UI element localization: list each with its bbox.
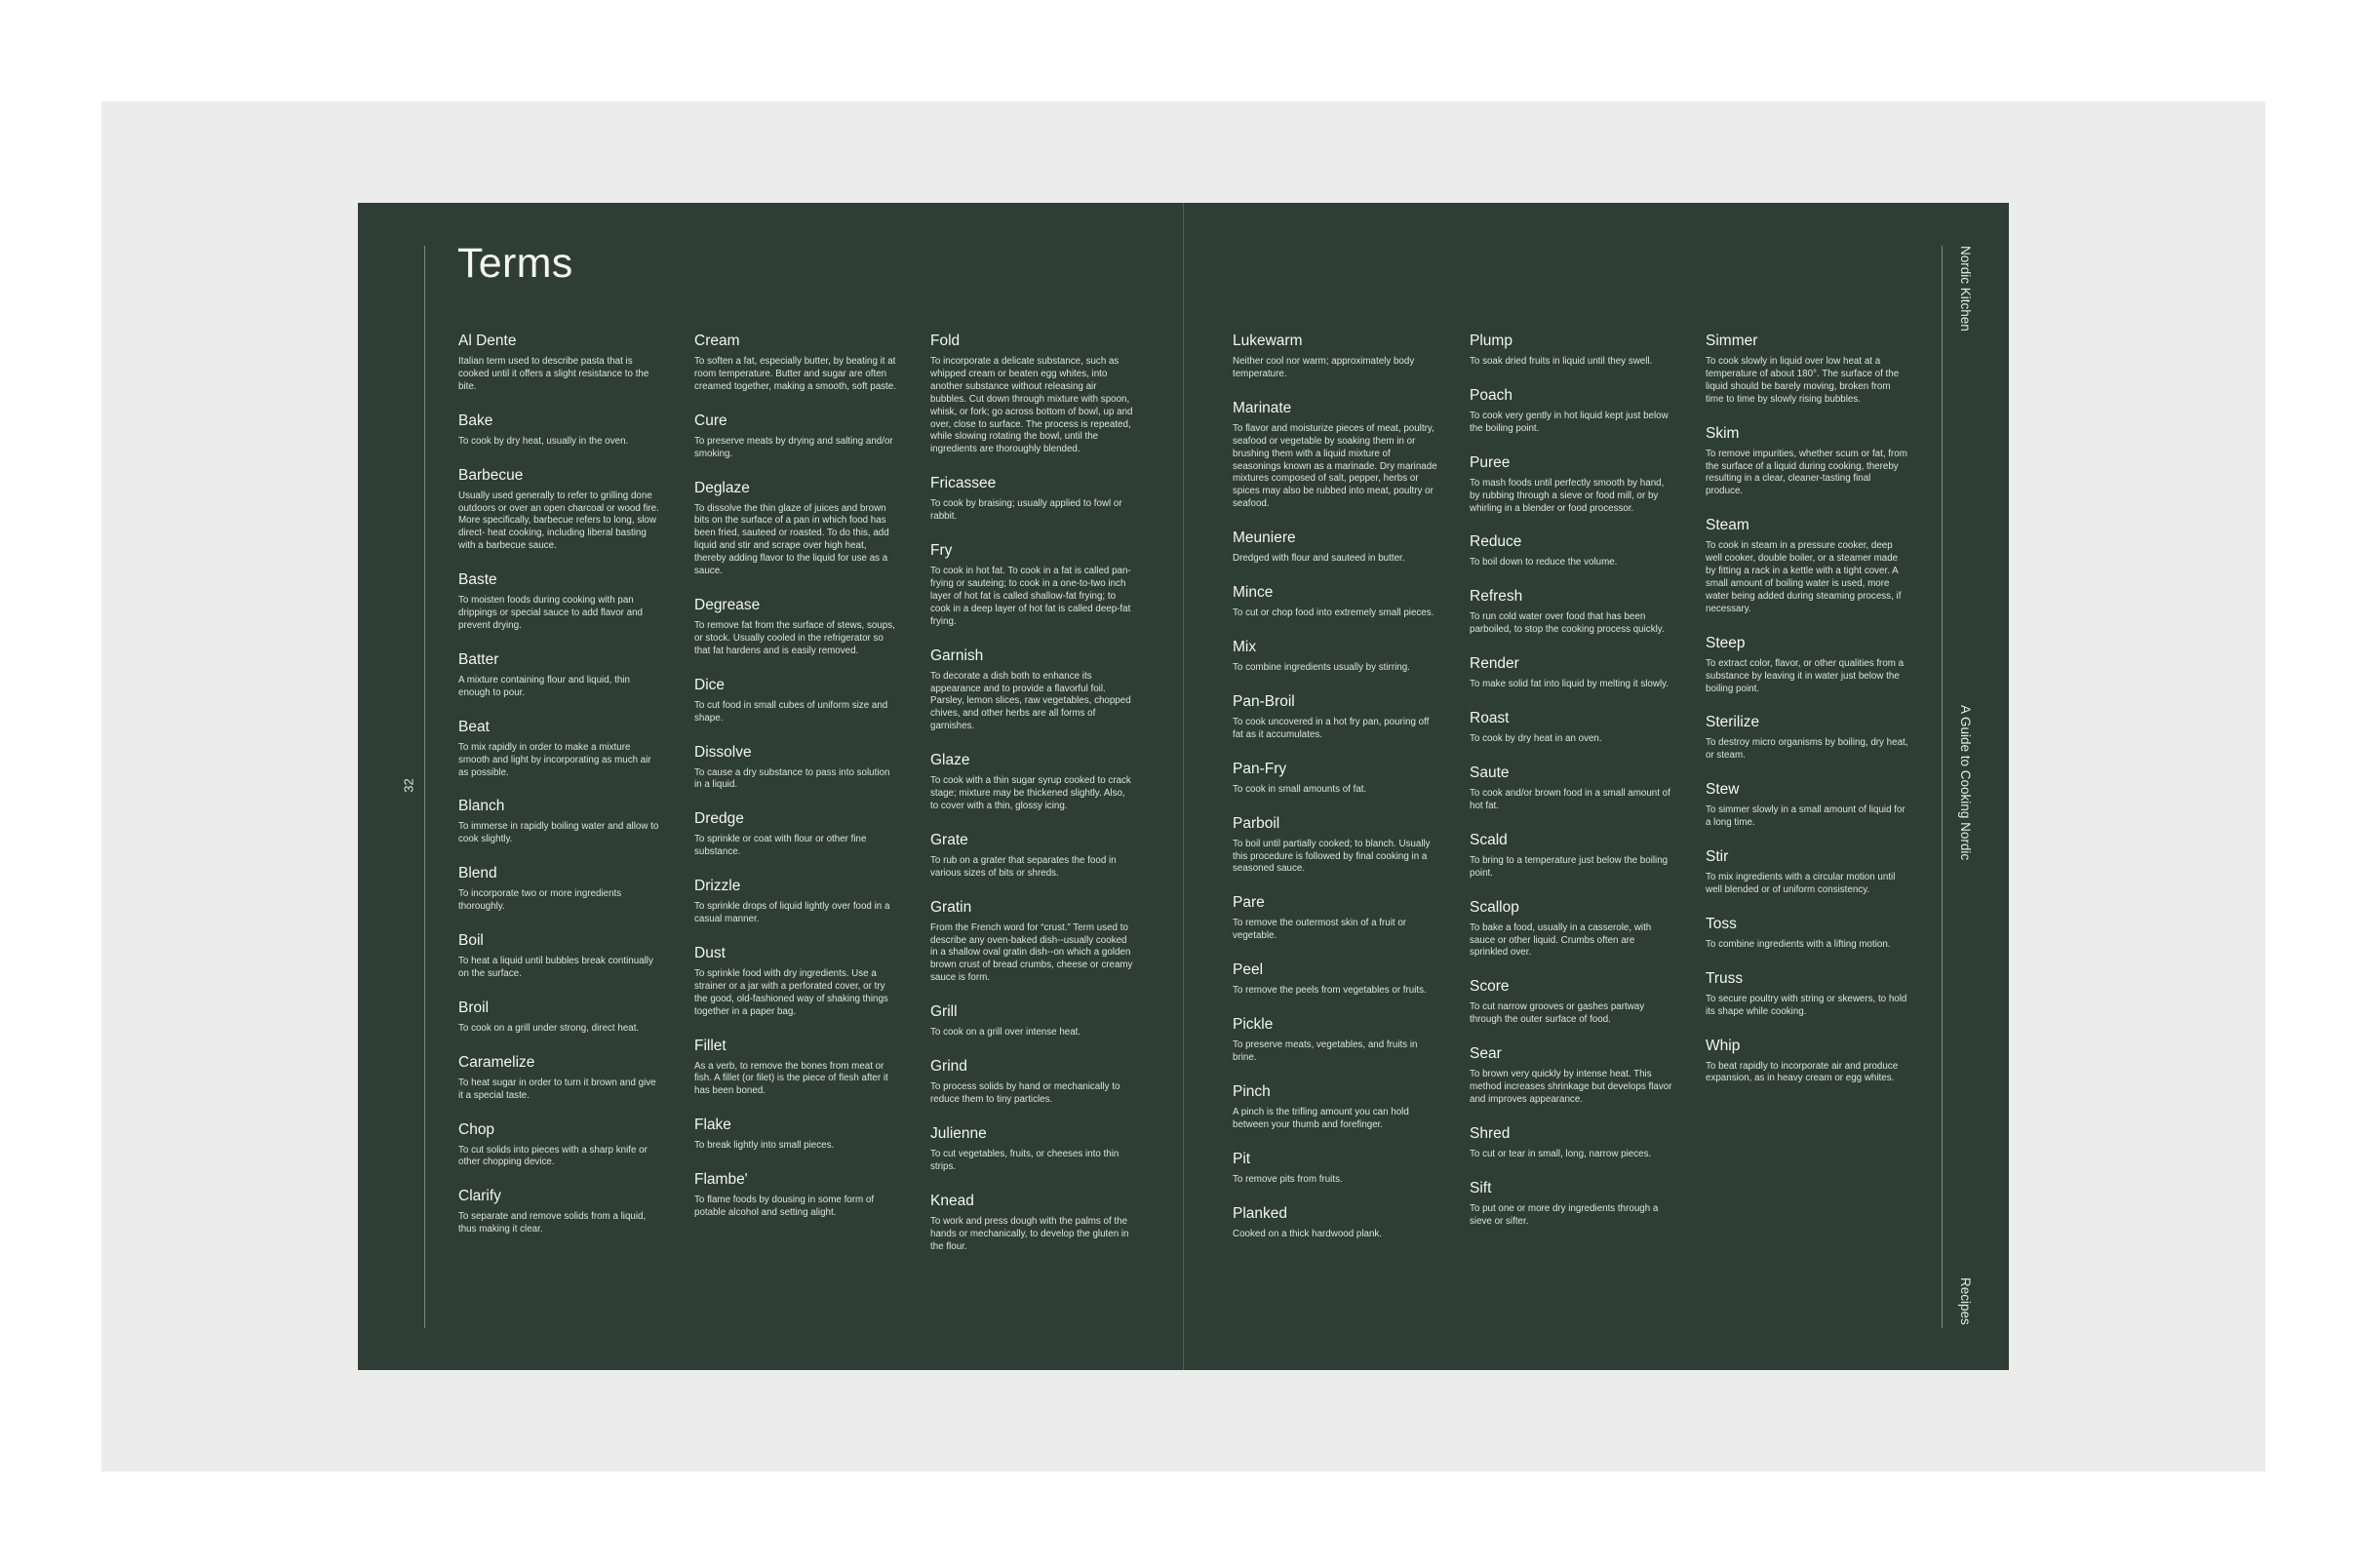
glossary-definition: To cook with a thin sugar syrup cooked to crack stage; mixture may be thickened slightly. Also, to cover with a thin, glossy icing. — [930, 775, 1131, 811]
glossary-definition: To combine ingredients with a lifting motion. — [1706, 938, 1891, 950]
glossary-entry — [458, 864, 663, 914]
glossary-term: Julienne — [930, 1124, 987, 1142]
glossary-column-5 — [1470, 332, 1674, 1246]
glossary-term: Fry — [930, 542, 953, 560]
glossary-definition: To cut solids into pieces with a sharp knife or other chopping device. — [458, 1144, 648, 1168]
glossary-entry — [1233, 332, 1437, 381]
glossary-term: Dust — [694, 944, 726, 961]
glossary-definition: To brown very quickly by intense heat. This method increases shrinkage but develops flavor and improves appearance. — [1470, 1069, 1672, 1105]
glossary-term: Puree — [1470, 453, 1511, 471]
glossary-definition: To moisten foods during cooking with pan drippings or special sauce to add flavor and prevent drying. — [458, 595, 643, 631]
glossary-term: Scallop — [1470, 898, 1519, 916]
glossary-term: Cream — [694, 333, 740, 349]
glossary-definition: To incorporate a delicate substance, such as whipped cream or beaten egg whites, into another substance without releasing air bubbles. Cut down through mixture with spoon, whisk, or fork; go across bottom of bowl, up and over, close to surface. The process is repeated, while slowing rotating the bowl, until the ingredients are thoroughly blended. — [930, 356, 1133, 455]
glossary-term: Shred — [1470, 1124, 1511, 1142]
glossary-term: Fillet — [694, 1037, 727, 1054]
glossary-definition: To cook by dry heat in an oven. — [1470, 733, 1602, 745]
glossary-entry — [1470, 386, 1674, 436]
glossary-term: Flambe' — [694, 1171, 748, 1189]
glossary-entry — [1470, 453, 1674, 516]
glossary-entry — [1706, 1037, 1910, 1086]
glossary-definition: Usually used generally to refer to grilling done outdoors or over an open charcoal or wood fire. More specifically, barbecue refers to long, slow direct- heat cooking, including liberal basting with a barbecue sauce. — [458, 490, 659, 552]
glossary-term: Stir — [1706, 848, 1729, 866]
glossary-entry — [1706, 915, 1910, 952]
glossary-entry — [458, 999, 663, 1036]
glossary-term: Knead — [930, 1192, 974, 1209]
glossary-definition: To break lightly into small pieces. — [694, 1140, 835, 1152]
glossary-entry — [458, 1187, 663, 1236]
glossary-definition: Dredged with flour and sauteed in butter. — [1233, 553, 1405, 565]
spread-gutter — [1183, 203, 1184, 1370]
glossary-definition: To rub on a grater that separates the food in various sizes of bits or shreds. — [930, 854, 1117, 879]
glossary-definition: To cook on a grill under strong, direct heat. — [458, 1022, 640, 1034]
glossary-definition: To flavor and moisturize pieces of meat, poultry, seafood or vegetable by soaking them in or brushing them with a liquid mixture of seasonings known as a marinade. Dry marinade mixtures composed of salt, pepper, herbs or spices may also be rubbed into meat, poultry or seafood. — [1233, 422, 1437, 510]
glossary-term: Steep — [1706, 634, 1746, 651]
glossary-entry — [458, 1053, 663, 1103]
glossary-definition: To mash foods until perfectly smooth by hand, by rubbing through a sieve or food mill, or by whirling in a blender or food processor. — [1470, 477, 1665, 514]
glossary-definition: To remove the outermost skin of a fruit or vegetable. — [1233, 918, 1407, 942]
glossary-term: Broil — [458, 999, 490, 1016]
glossary-entry — [694, 1037, 899, 1099]
glossary-definition: To preserve meats by drying and salting and/or smoking. — [694, 435, 893, 459]
glossary-entry — [930, 647, 1135, 734]
glossary-term: Drizzle — [694, 878, 741, 895]
glossary-entry — [930, 332, 1135, 456]
glossary-term: Chop — [458, 1120, 495, 1138]
running-head-book: Nordic Kitchen — [1958, 246, 1973, 332]
glossary-column-1 — [458, 332, 663, 1254]
glossary-definition: To soak dried fruits in liquid until they swell. — [1470, 356, 1653, 367]
glossary-entry — [1470, 1124, 1674, 1161]
glossary-term: Fricassee — [930, 475, 997, 492]
glossary-entry — [1470, 532, 1674, 569]
glossary-entry — [694, 479, 899, 578]
glossary-term: Score — [1470, 978, 1510, 996]
page-title: Terms — [457, 240, 573, 287]
glossary-entry — [1470, 898, 1674, 960]
glossary-term: Caramelize — [458, 1053, 535, 1071]
glossary-entry — [1233, 1082, 1437, 1132]
glossary-definition: To cook on a grill over intense heat. — [930, 1027, 1081, 1039]
glossary-term: Pit — [1233, 1150, 1251, 1167]
glossary-entry — [1233, 1204, 1437, 1241]
glossary-definition: To cut vegetables, fruits, or cheeses into thin strips. — [930, 1148, 1120, 1172]
glossary-definition: To combine ingredients usually by stirring. — [1233, 661, 1410, 673]
glossary-term: Clarify — [458, 1188, 501, 1205]
glossary-definition: To soften a fat, especially butter, by beating it at room temperature. Butter and sugar are often creamed together, making a smooth, soft paste. — [694, 356, 896, 392]
glossary-entry — [1470, 709, 1674, 746]
glossary-term: Simmer — [1706, 333, 1758, 349]
glossary-entry — [1470, 332, 1674, 369]
glossary-entry — [694, 1116, 899, 1153]
glossary-entry — [930, 831, 1135, 881]
glossary-entry — [694, 676, 899, 725]
glossary-entry — [1233, 893, 1437, 943]
glossary-definition: To process solids by hand or mechanically to reduce them to tiny particles. — [930, 1081, 1120, 1105]
glossary-term: Sterilize — [1706, 714, 1760, 731]
glossary-entry — [1706, 847, 1910, 897]
glossary-definition: A pinch is the trifling amount you can hold between your thumb and forefinger. — [1233, 1106, 1409, 1130]
glossary-term: Lukewarm — [1233, 333, 1303, 349]
glossary-term: Render — [1470, 655, 1519, 673]
glossary-term: Planked — [1233, 1204, 1288, 1222]
glossary-entry — [694, 332, 899, 394]
glossary-entry — [930, 898, 1135, 986]
glossary-entry — [1706, 713, 1910, 763]
glossary-term: Stew — [1706, 781, 1740, 799]
glossary-term: Mince — [1233, 584, 1274, 602]
glossary-entry — [1706, 634, 1910, 696]
glossary-definition: To cut narrow grooves or gashes partway through the outer surface of food. — [1470, 1001, 1645, 1026]
glossary-definition: Neither cool nor warm; approximately body temperature. — [1233, 356, 1415, 379]
glossary-entry — [458, 570, 663, 633]
glossary-definition: To remove impurities, whether scum or fat, from the surface of a liquid during cooking, thereby resulting in a clear, cleaner-tasting final produce. — [1706, 448, 1907, 497]
glossary-term: Boil — [458, 932, 484, 950]
glossary-term: Degrease — [694, 596, 761, 613]
glossary-entry — [1233, 1015, 1437, 1065]
running-head-section: Recipes — [1958, 1277, 1973, 1325]
glossary-definition: Cooked on a thick hardwood plank. — [1233, 1228, 1383, 1239]
glossary-definition: From the French word for “crust.” Term used to describe any oven-baked dish--usually cooked in a shallow oval gratin dish--on which a golden brown crust of bread crumbs, cheese or creamy sauce is form. — [930, 921, 1133, 984]
glossary-term: Cure — [694, 412, 727, 429]
glossary-term: Al Dente — [458, 333, 517, 349]
glossary-entry — [458, 466, 663, 554]
left-margin-rule — [424, 246, 425, 1328]
glossary-definition: To immerse in rapidly boiling water and allow to cook slightly. — [458, 821, 659, 845]
glossary-definition: To cook by braising; usually applied to fowl or rabbit. — [930, 498, 1122, 523]
glossary-definition: To decorate a dish both to enhance its appearance and to provide a flavorful foil. Parsley, lemon slices, raw vegetables, chopped chives, and other herbs are all forms of garnishes. — [930, 670, 1131, 732]
glossary-definition: To simmer slowly in a small amount of liquid for a long time. — [1706, 804, 1905, 829]
glossary-definition: To cook uncovered in a hot fry pan, pouring off fat as it accumulates. — [1233, 716, 1430, 740]
glossary-definition: To cook in steam in a pressure cooker, deep well cooker, double boiler, or a steamer made by fitting a rack in a kettle with a tight cover. A small amount of boiling water is used, more water being added during steaming process, if necessary. — [1706, 540, 1902, 614]
glossary-definition: Italian term used to describe pasta that is cooked until it offers a slight resistance to the bite. — [458, 356, 649, 392]
glossary-definition: To put one or more dry ingredients through a sieve or sifter. — [1470, 1202, 1659, 1227]
glossary-term: Steam — [1706, 517, 1749, 534]
glossary-term: Pare — [1233, 894, 1265, 912]
glossary-definition: To make solid fat into liquid by melting it slowly. — [1470, 679, 1670, 690]
glossary-term: Meuniere — [1233, 529, 1296, 547]
glossary-term: Barbecue — [458, 466, 524, 484]
glossary-term: Mix — [1233, 638, 1257, 655]
glossary-definition: To boil down to reduce the volume. — [1470, 557, 1618, 568]
glossary-entry — [930, 474, 1135, 524]
glossary-term: Peel — [1233, 961, 1264, 979]
glossary-entry — [1470, 587, 1674, 637]
glossary-definition: To heat a liquid until bubbles break continually on the surface. — [458, 956, 653, 979]
glossary-term: Dissolve — [694, 743, 752, 761]
glossary-term: Skim — [1706, 424, 1740, 442]
glossary-definition: To cut or tear in small, long, narrow pieces. — [1470, 1148, 1652, 1159]
glossary-entry — [694, 596, 899, 658]
glossary-entry — [694, 944, 899, 1019]
glossary-definition: To cut or chop food into extremely small pieces. — [1233, 608, 1434, 619]
glossary-entry — [1233, 638, 1437, 675]
glossary-definition: To work and press dough with the palms of the hands or mechanically, to develop the gluten in the flour. — [930, 1215, 1129, 1252]
glossary-term: Truss — [1706, 969, 1744, 987]
glossary-entry — [930, 1002, 1135, 1039]
glossary-term: Poach — [1470, 386, 1512, 404]
glossary-term: Fold — [930, 333, 961, 349]
glossary-term: Marinate — [1233, 399, 1292, 416]
glossary-term: Pinch — [1233, 1082, 1271, 1100]
glossary-definition: To cook in small amounts of fat. — [1233, 783, 1367, 795]
glossary-entry — [930, 751, 1135, 813]
glossary-term: Baste — [458, 571, 497, 589]
glossary-entry — [458, 412, 663, 449]
glossary-entry — [458, 718, 663, 780]
glossary-definition: To separate and remove solids from a liquid, thus making it clear. — [458, 1211, 647, 1235]
glossary-entry — [930, 1124, 1135, 1174]
glossary-term: Grill — [930, 1003, 958, 1021]
glossary-definition: To cause a dry substance to pass into solution in a liquid. — [694, 766, 890, 791]
glossary-definition: To flame foods by dousing in some form of potable alcohol and setting alight. — [694, 1195, 875, 1219]
glossary-term: Reduce — [1470, 533, 1522, 551]
glossary-entry — [1233, 399, 1437, 511]
glossary-term: Batter — [458, 650, 499, 668]
glossary-definition: To mix ingredients with a circular motion until well blended or of uniform consistency. — [1706, 872, 1896, 895]
glossary-term: Beat — [458, 718, 490, 735]
glossary-entry — [1706, 780, 1910, 830]
glossary-definition: To sprinkle or coat with flour or other fine substance. — [694, 834, 867, 858]
glossary-term: Saute — [1470, 764, 1510, 781]
glossary-entry — [694, 809, 899, 859]
glossary-definition: To cook in hot fat. To cook in a fat is called pan-frying or sauteing; to cook in a one-to-two inch layer of hot fat is called shallow-fat frying; to cook in a deep layer of hot fat is called deep-fat frying. — [930, 566, 1131, 627]
glossary-definition: To cook very gently in hot liquid kept just below the boiling point. — [1470, 410, 1669, 434]
glossary-definition: A mixture containing flour and liquid, thin enough to pour. — [458, 674, 630, 698]
glossary-definition: To sprinkle drops of liquid lightly over food in a casual manner. — [694, 901, 890, 925]
glossary-definition: To cook by dry heat, usually in the oven. — [458, 435, 629, 447]
page-number: 32 — [401, 778, 416, 793]
glossary-definition: To destroy micro organisms by boiling, dry heat, or steam. — [1706, 737, 1908, 762]
glossary-definition: To remove the peels from vegetables or fruits. — [1233, 985, 1427, 997]
glossary-definition: To cook and/or brown food in a small amount of hot fat. — [1470, 787, 1670, 811]
glossary-term: Dice — [694, 676, 726, 693]
glossary-entry — [694, 412, 899, 461]
glossary-term: Toss — [1706, 915, 1737, 932]
glossary-column-4 — [1233, 332, 1437, 1258]
glossary-term: Pan-Broil — [1233, 692, 1295, 710]
glossary-column-6 — [1706, 332, 1910, 1103]
glossary-entry — [1233, 760, 1437, 797]
glossary-definition: To boil until partially cooked; to blanch. Usually this procedure is followed by final cooking in a seasoned sauce. — [1233, 838, 1431, 875]
glossary-term: Parboil — [1233, 814, 1280, 832]
glossary-term: Sear — [1470, 1045, 1502, 1063]
glossary-term: Bake — [458, 412, 493, 429]
glossary-entry — [458, 931, 663, 981]
glossary-entry — [1470, 1044, 1674, 1107]
glossary-term: Deglaze — [694, 479, 750, 496]
glossary-term: Grind — [930, 1058, 967, 1076]
glossary-definition: To remove fat from the surface of stews, soups, or stock. Usually cooled in the refrigerator so that fat hardens and is easily removed. — [694, 619, 895, 656]
glossary-definition: To preserve meats, vegetables, and fruits in brine. — [1233, 1039, 1418, 1063]
glossary-column-3 — [930, 332, 1135, 1271]
glossary-term: Glaze — [930, 752, 970, 769]
glossary-entry — [930, 1057, 1135, 1107]
right-margin-rule — [1942, 246, 1943, 1328]
glossary-definition: To run cold water over food that has been parboiled, to stop the cooking process quickly. — [1470, 611, 1665, 636]
glossary-term: Gratin — [930, 898, 972, 916]
glossary-entry — [1470, 654, 1674, 691]
glossary-definition: To cut food in small cubes of uniform size and shape. — [694, 699, 888, 724]
glossary-entry — [458, 332, 663, 394]
glossary-definition: To extract color, flavor, or other qualities from a substance by leaving it in water just below the boiling point. — [1706, 657, 1905, 694]
glossary-definition: To bake a food, usually in a casserole, with sauce or other liquid. Crumbs often are sprinkled over. — [1470, 921, 1652, 959]
glossary-entry — [458, 1120, 663, 1170]
glossary-term: Flake — [694, 1117, 731, 1134]
glossary-term: Refresh — [1470, 588, 1523, 606]
glossary-term: Sift — [1470, 1179, 1492, 1196]
glossary-definition: As a verb, to remove the bones from meat or fish. A fillet (or filet) is the piece of flesh after it has been boned. — [694, 1060, 888, 1097]
glossary-term: Garnish — [930, 647, 984, 664]
glossary-entry — [1233, 960, 1437, 998]
glossary-term: Plump — [1470, 333, 1512, 349]
book-spread — [358, 203, 2009, 1370]
glossary-entry — [1470, 764, 1674, 813]
glossary-term: Scald — [1470, 831, 1508, 848]
glossary-term: Grate — [930, 831, 968, 848]
glossary-entry — [694, 877, 899, 926]
glossary-term: Whip — [1706, 1037, 1741, 1054]
glossary-entry — [694, 743, 899, 793]
glossary-entry — [1470, 1179, 1674, 1229]
glossary-entry — [1706, 969, 1910, 1019]
glossary-entry — [1470, 831, 1674, 881]
glossary-definition: To secure poultry with string or skewers, to hold its shape while cooking. — [1706, 993, 1907, 1017]
glossary-entry — [694, 1170, 899, 1220]
glossary-entry — [458, 650, 663, 700]
running-head-subtitle: A Guide to Cooking Nordic — [1958, 705, 1973, 861]
glossary-entry — [1233, 1150, 1437, 1187]
glossary-entry — [1706, 332, 1910, 407]
glossary-definition: To heat sugar in order to turn it brown and give it a special taste. — [458, 1077, 656, 1101]
glossary-definition: To beat rapidly to incorporate air and produce expansion, as in heavy cream or egg whites. — [1706, 1060, 1899, 1084]
glossary-entry — [1233, 583, 1437, 620]
glossary-entry — [1470, 977, 1674, 1027]
glossary-entry — [458, 797, 663, 846]
glossary-entry — [1706, 424, 1910, 499]
glossary-entry — [1233, 529, 1437, 566]
glossary-term: Pan-Fry — [1233, 760, 1287, 777]
glossary-entry — [930, 1192, 1135, 1254]
glossary-definition: To dissolve the thin glaze of juices and brown bits on the surface of a pan in which food has been fried, sauteed or roasted. To do this, add liquid and stir and scrape over high heat, thereby adding flavor to the liquid for use as a sauce. — [694, 502, 889, 577]
glossary-entry — [1706, 516, 1910, 615]
glossary-definition: To mix rapidly in order to make a mixture smooth and light by incorporating as much air as possible. — [458, 741, 651, 778]
glossary-entry — [1233, 814, 1437, 877]
glossary-definition: To cook slowly in liquid over low heat at a temperature of about 180°. The surface of the liquid should be barely moving, broken from time to time by slowly rising bubbles. — [1706, 356, 1900, 405]
glossary-term: Blanch — [458, 798, 505, 815]
glossary-entry — [930, 541, 1135, 629]
glossary-definition: To remove pits from fruits. — [1233, 1173, 1343, 1185]
glossary-term: Dredge — [694, 810, 744, 828]
glossary-term: Pickle — [1233, 1016, 1274, 1034]
glossary-term: Blend — [458, 865, 497, 882]
glossary-definition: To bring to a temperature just below the boiling point. — [1470, 854, 1669, 879]
glossary-column-2 — [694, 332, 899, 1237]
glossary-definition: To sprinkle food with dry ingredients. Use a strainer or a jar with a perforated cover, or try the good, old-fashioned way of shaking things together in a paper bag. — [694, 967, 888, 1017]
glossary-definition: To incorporate two or more ingredients thoroughly. — [458, 888, 622, 913]
glossary-entry — [1233, 692, 1437, 742]
glossary-term: Roast — [1470, 710, 1510, 727]
